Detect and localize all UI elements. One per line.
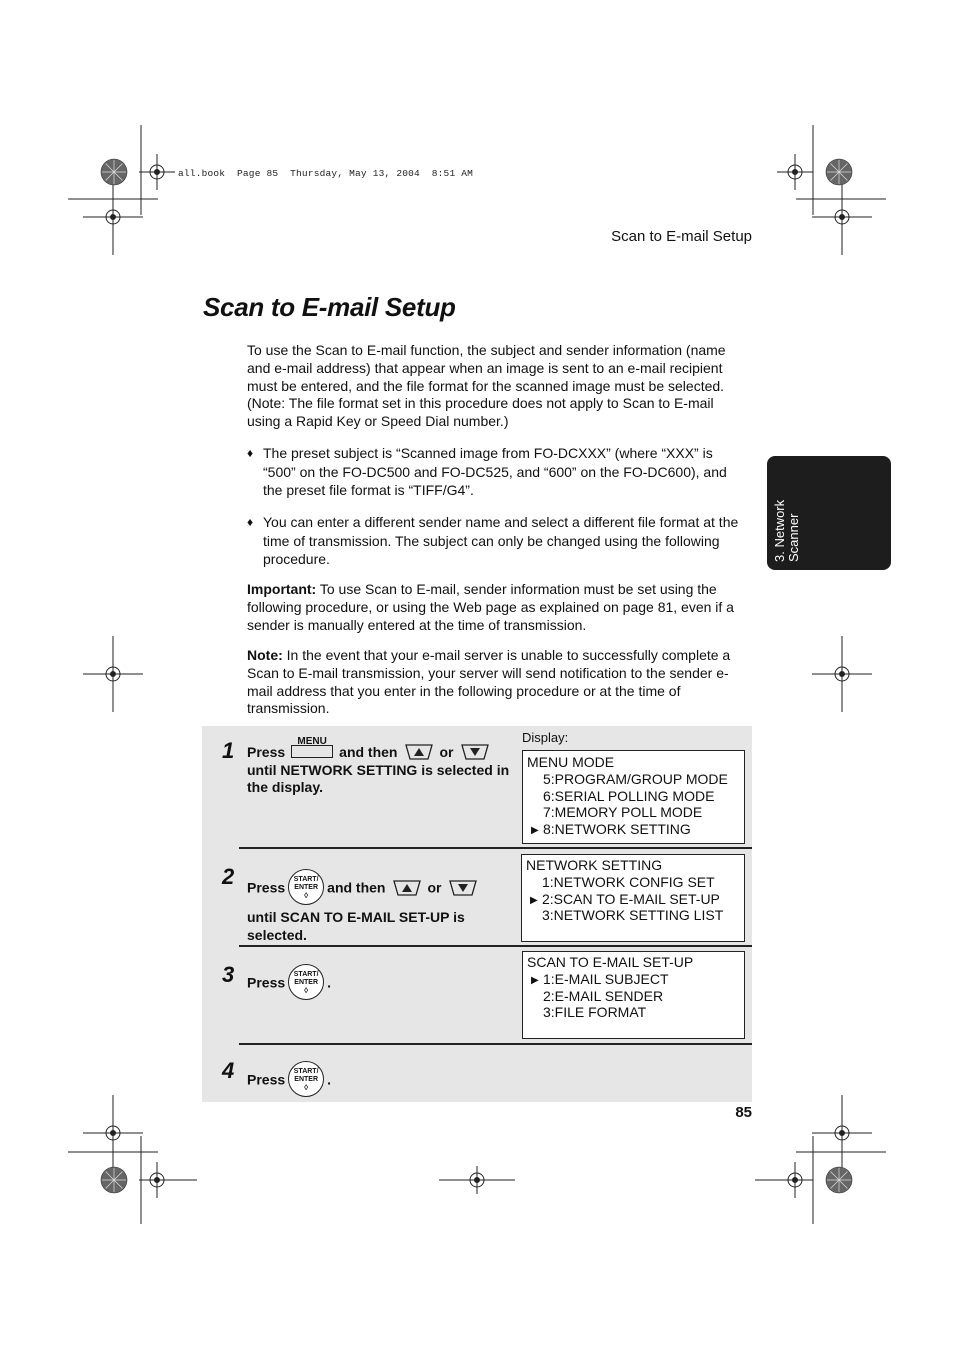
important-text: To use Scan to E-mail, sender information must be set using the following procedure, or using the Web page as explained on page 81, even if a sender is manually entered at the time of transmission. [247,581,734,633]
selected-menu-line: ▶ 8:NETWORK SETTING [523,821,744,838]
lcd-display: NETWORK SETTING 1:NETWORK CONFIG SET ▶ 2:SCAN TO E-MAIL SET-UP 3:NETWORK SETTING LIST [521,854,745,942]
note-label: Note: [247,647,283,663]
step-4-instruction: Press START/ ENTER ◊ . [247,1063,517,1099]
selector-arrow-icon: ▶ [531,825,539,837]
step-number: 3 [222,962,235,987]
chapter-tab-label: 3. Network Scanner [772,499,801,562]
steps-panel [202,726,752,1102]
step-2-instruction: Press START/ ENTER ◊ and then or until SCAN TO E-MAIL SET-UP is selected. [247,871,517,944]
start-enter-key-icon: START/ ENTER ◊ [288,869,324,905]
print-header: all.book Page 85 Thursday, May 13, 2004 8:51 AM [178,168,474,179]
important-paragraph [247,581,743,634]
step-divider [239,847,752,849]
bullet-item [247,444,743,500]
start-enter-key-icon: START/ ENTER ◊ [288,1061,324,1097]
important-label: Important: [247,581,317,597]
step-number: 1 [222,738,235,763]
note-text: In the event that your e-mail server is unable to successfully complete a Scan to E-mail transmission, your server will send notification to the sender e-mail address that you enter in the following procedure or at the time of transmission. [247,647,731,717]
up-arrow-key-icon [404,744,434,760]
selector-arrow-icon: ▶ [530,894,538,906]
down-arrow-key-icon [448,880,478,896]
step-divider [239,1043,752,1045]
selected-menu-line: ▶ 1:E-MAIL SUBJECT [523,971,744,988]
page-number: 85 [735,1104,752,1121]
bullet-text: The preset subject is “Scanned image from FO-DCXXX” (where “XXX” is “500” on the FO-DC500 and FO-DC525, and “600” on the FO-DC600), and the preset file format is “TIFF/G4”. [263,445,727,498]
running-head: Scan to E-mail Setup [611,228,752,245]
selector-arrow-icon: ▶ [531,974,539,986]
step-3-instruction: Press START/ ENTER ◊ . [247,966,517,1002]
up-arrow-key-icon [392,880,422,896]
display-label: Display: [522,730,569,745]
lcd-display: MENU MODE 5:PROGRAM/GROUP MODE 6:SERIAL POLLING MODE 7:MEMORY POLL MODE ▶ 8:NETWORK SETTING [522,750,745,844]
bullet-item [247,513,743,569]
selected-menu-line: ▶ 2:SCAN TO E-MAIL SET-UP [522,891,744,908]
bullet-icon: ♦ [247,446,254,460]
note-paragraph [247,647,743,718]
bullet-text: You can enter a different sender name and select a different file format at the time of transmission. The subject can only be changed using the following procedure. [263,514,739,567]
step-divider [239,945,752,947]
bullet-icon: ♦ [247,515,254,529]
page-title: Scan to E-mail Setup [203,292,456,322]
lcd-display: SCAN TO E-MAIL SET-UP ▶ 1:E-MAIL SUBJECT 2:E-MAIL SENDER 3:FILE FORMAT [522,951,745,1039]
step-number: 4 [222,1058,235,1083]
down-arrow-key-icon [460,744,490,760]
step-number: 2 [222,864,235,889]
menu-key-icon: MENU [291,745,333,758]
start-enter-key-icon: START/ ENTER ◊ [288,964,324,1000]
intro-paragraph: To use the Scan to E-mail function, the subject and sender information (name and e-mail address) that appear when an image is sent to an e-mail recipient must be entered, and the file format for the scanned image must be selected. (Note: The file format set in this procedure does not apply to Scan to E-mail using a Rapid Key or Speed Dial number.) [247,342,726,430]
chapter-side-tab [767,456,891,570]
step-1-instruction: Press MENU and then or until NETWORK SETTING is selected in the display. [247,735,510,795]
